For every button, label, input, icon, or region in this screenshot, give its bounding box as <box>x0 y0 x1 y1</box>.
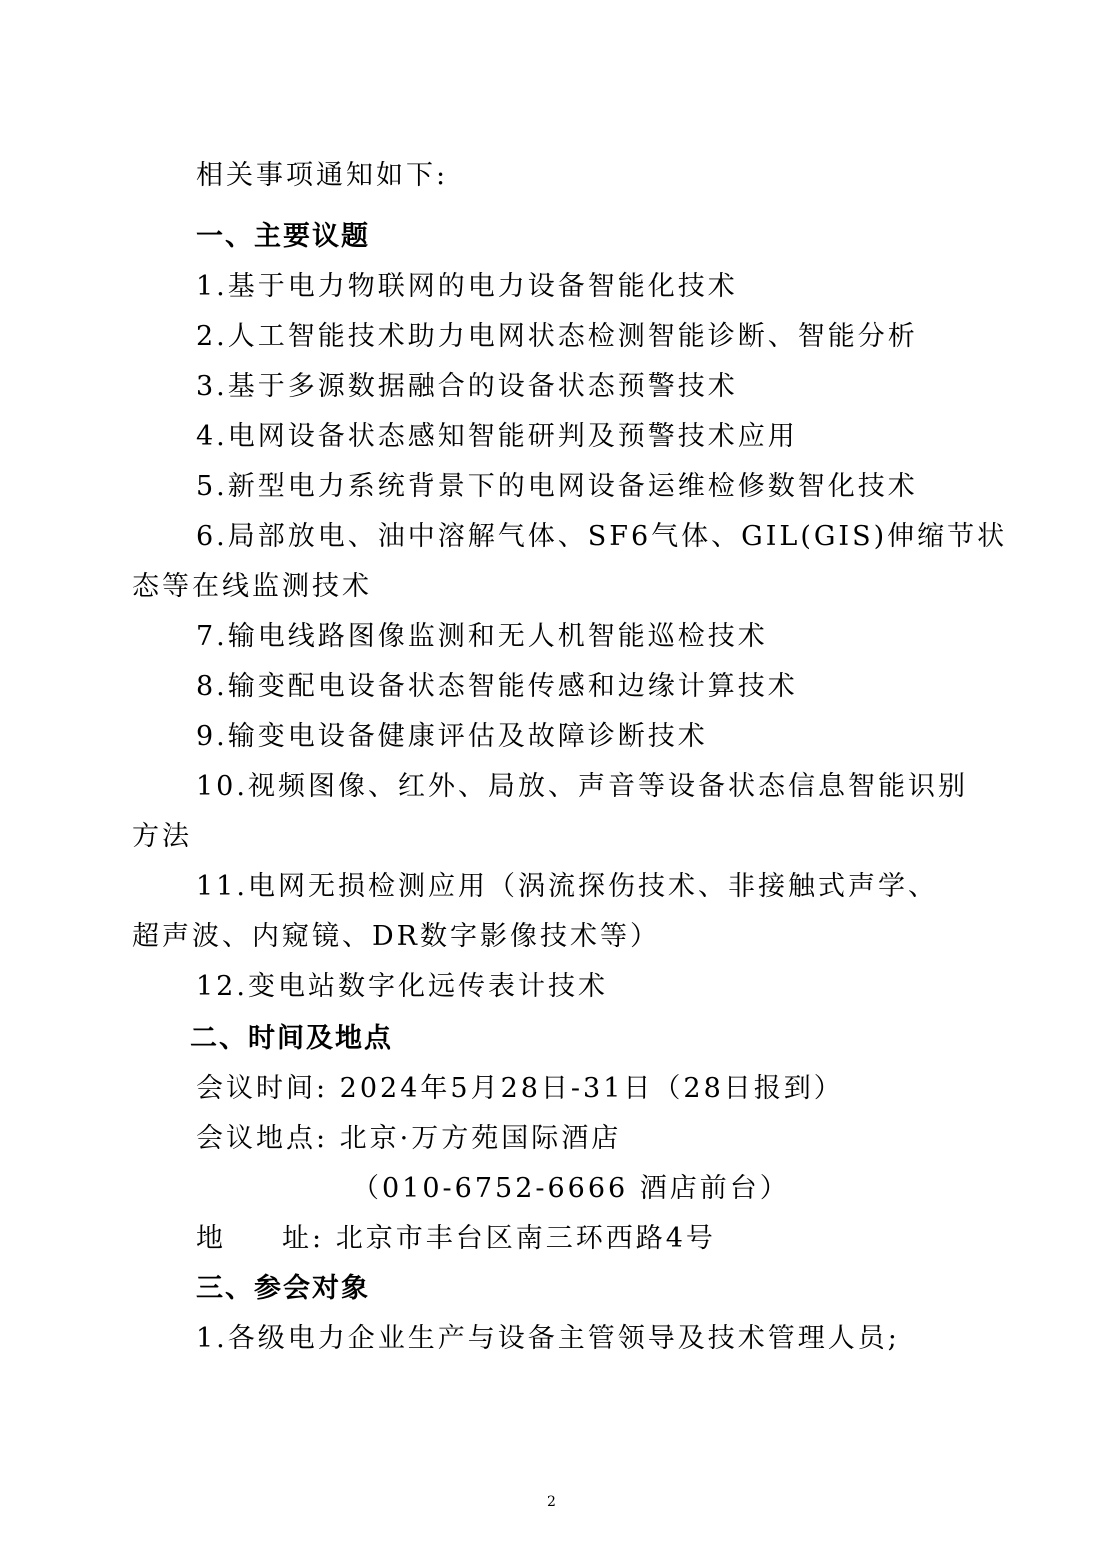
topic-item-6: 6.局部放电、油中溶解气体、SF6气体、GIL(GIS)伸缩节状 <box>196 521 1008 552</box>
topic-item-1: 1.基于电力物联网的电力设备智能化技术 <box>196 271 738 302</box>
topic-item-10: 10.视频图像、红外、局放、声音等设备状态信息智能识别 <box>196 771 968 802</box>
address-label-second: 址: <box>282 1223 325 1254</box>
topic-item-5: 5.新型电力系统背景下的电网设备运维检修数智化技术 <box>196 471 918 502</box>
topic-item-9: 9.输变电设备健康评估及故障诊断技术 <box>196 721 708 752</box>
topic-item-11: 11.电网无损检测应用（涡流探伤技术、非接触式声学、 <box>196 871 938 902</box>
address-label-first: 地 <box>196 1223 226 1254</box>
meeting-time: 会议时间: 2024年5月28日-31日（28日报到） <box>196 1073 844 1104</box>
page-number: 2 <box>547 1494 556 1510</box>
attendee-item-1: 1.各级电力企业生产与设备主管领导及技术管理人员; <box>196 1323 900 1354</box>
hotel-phone: （010-6752-6666 酒店前台） <box>352 1173 790 1204</box>
topic-item-3: 3.基于多源数据融合的设备状态预警技术 <box>196 371 738 402</box>
topic-item-2: 2.人工智能技术助力电网状态检测智能诊断、智能分析 <box>196 321 918 352</box>
meeting-address <box>196 1221 716 1257</box>
topic-item-6-continued: 态等在线监测技术 <box>132 571 372 602</box>
meeting-venue: 会议地点: 北京·万方苑国际酒店 <box>196 1123 622 1154</box>
topic-item-12: 12.变电站数字化远传表计技术 <box>196 971 608 1002</box>
intro-text: 相关事项通知如下: <box>196 160 449 191</box>
address-value: 北京市丰台区南三环西路4号 <box>335 1223 716 1254</box>
topic-item-8: 8.输变配电设备状态智能传感和边缘计算技术 <box>196 671 798 702</box>
topic-item-11-continued: 超声波、内窥镜、DR数字影像技术等） <box>132 921 660 952</box>
section-2-heading: 二、时间及地点 <box>190 1023 393 1054</box>
topic-item-10-continued: 方法 <box>132 821 192 852</box>
section-3-heading: 三、参会对象 <box>196 1273 370 1304</box>
topic-item-4: 4.电网设备状态感知智能研判及预警技术应用 <box>196 421 798 452</box>
section-1-heading: 一、主要议题 <box>196 221 370 252</box>
topic-item-7: 7.输电线路图像监测和无人机智能巡检技术 <box>196 621 768 652</box>
